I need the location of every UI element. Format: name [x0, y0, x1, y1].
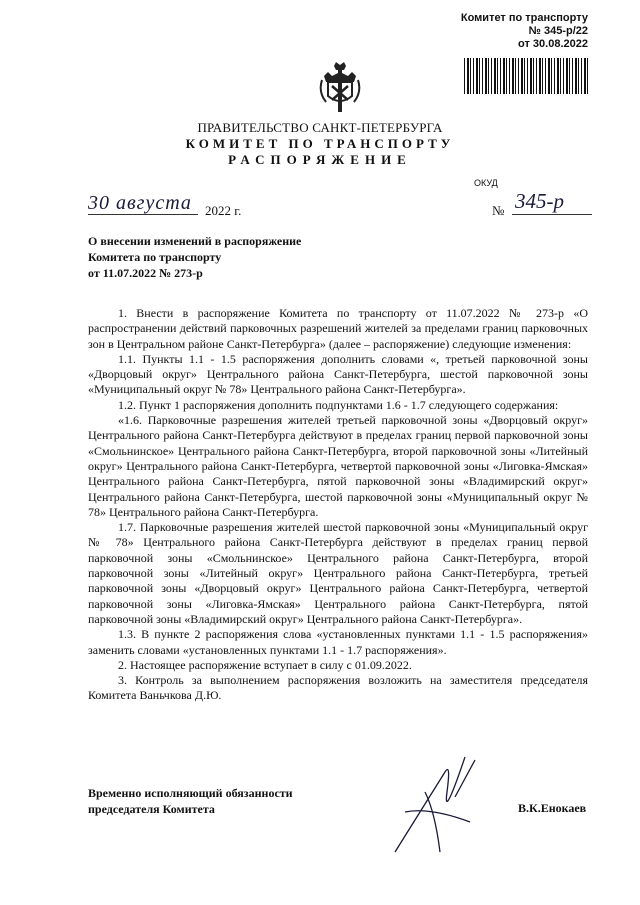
paragraph: 2. Настоящее распоряжение вступает в силу с 01.09.2022. — [118, 657, 412, 672]
registration-stamp — [438, 12, 588, 51]
role-line: Временно исполняющий обязанности — [88, 786, 293, 800]
number-sign: № — [492, 203, 505, 218]
subject-line: Комитета по транспорту — [88, 250, 222, 264]
government-title: ПРАВИТЕЛЬСТВО САНКТ-ПЕТЕРБУРГА — [197, 120, 443, 135]
date-underline — [88, 214, 198, 215]
signatory-name: В.К.Енокаев — [518, 801, 587, 815]
subject-line: от 11.07.2022 № 273-р — [88, 266, 203, 280]
handwritten-date: 30 августа — [88, 192, 192, 214]
stamp-committee: Комитет по транспорту — [460, 12, 588, 24]
stamp-number: № 345-р/22 — [528, 25, 588, 37]
paragraph: 3. Контроль за выполнением распоряжения возложить на заместителя председателя Комитета Ваньчкова Д.Ю. — [88, 673, 588, 703]
handwritten-signature — [385, 752, 485, 862]
paragraph: 1.7. Парковочные разрешения жителей шестой парковочной зоны «Муниципальный округ № 78» Центрального района Санкт-Петербурга действуют в пределах границ первой парковочной зоны «Смольнинское» Центрального района Санкт-Петербурга, второй парковочной зоны «Литейный округ» Центрального района Санкт-Петербурга, третьей парковочной зоны «Дворцовый округ» Центрального района Санкт-Петербурга, четвертой парковочной зоны «Лиговка-Ямская» Центрального района Санкт-Петербурга, пятой парковочной зоны «Владимирский округ» Центрального района Санкт-Петербурга». — [88, 520, 588, 626]
paragraph: «1.6. Парковочные разрешения жителей третьей парковочной зоны «Дворцовый округ» Центрального района Санкт-Петербурга действуют в пределах границ первой парковочной зоны «Смольнинское» Центрального района Санкт-Петербурга, второй парковочной зоны «Литейный округ» Центрального района Санкт-Петербурга, четвертой парковочной зоны «Лиговка-Ямская» Центрального района Санкт-Петербурга, пятой парковочной зоны «Владимирский округ» Центрального района Санкт-Петербурга, шестой парковочной зоны «Муниципальный округ № 78» Центрального района Санкт-Петербурга. — [88, 413, 588, 519]
document-subject — [88, 233, 301, 281]
subject-line: О внесении изменений в распоряжение — [88, 234, 302, 248]
document-body — [88, 306, 588, 704]
number-underline — [512, 214, 592, 215]
date-year: 2022 г. — [205, 203, 242, 218]
paragraph: 1.2. Пункт 1 распоряжения дополнить подпунктами 1.6 - 1.7 следующего содержания: — [118, 397, 559, 412]
paragraph: 1.1. Пункты 1.1 - 1.5 распоряжения дополнить словами «, третьей парковочной зоны «Дворцовый округ» Центрального района Санкт-Петербурга, шестой парковочной зоны «Муниципальный округ № 78» Центрального района Санкт-Петербурга». — [88, 351, 588, 397]
paragraph: 1.3. В пункте 2 распоряжения слова «установленных пунктами 1.1 - 1.5 распоряжения» заменить словами «установленных пунктами 1.1 - 1.7 распоряжения». — [88, 627, 588, 657]
role-line: председателя Комитета — [88, 802, 215, 816]
handwritten-number: 345-р — [515, 189, 564, 213]
paragraph: 1. Внести в распоряжение Комитета по транспорту от 11.07.2022 № 273-р «О распространении действий парковочных разрешений жителей за пределами границ парковочных зон в Центральном районе Санкт-Петербурга» (далее – распоряжение) следующие изменения: — [88, 306, 588, 351]
signatory-role — [88, 785, 293, 817]
coat-of-arms-icon — [318, 62, 362, 114]
committee-title: КОМИТЕТ ПО ТРАНСПОРТУ — [185, 136, 455, 151]
okud-label: ОКУД — [474, 178, 498, 188]
barcode — [464, 58, 588, 94]
document-type: РАСПОРЯЖЕНИЕ — [228, 152, 412, 167]
stamp-date: от 30.08.2022 — [518, 38, 588, 50]
